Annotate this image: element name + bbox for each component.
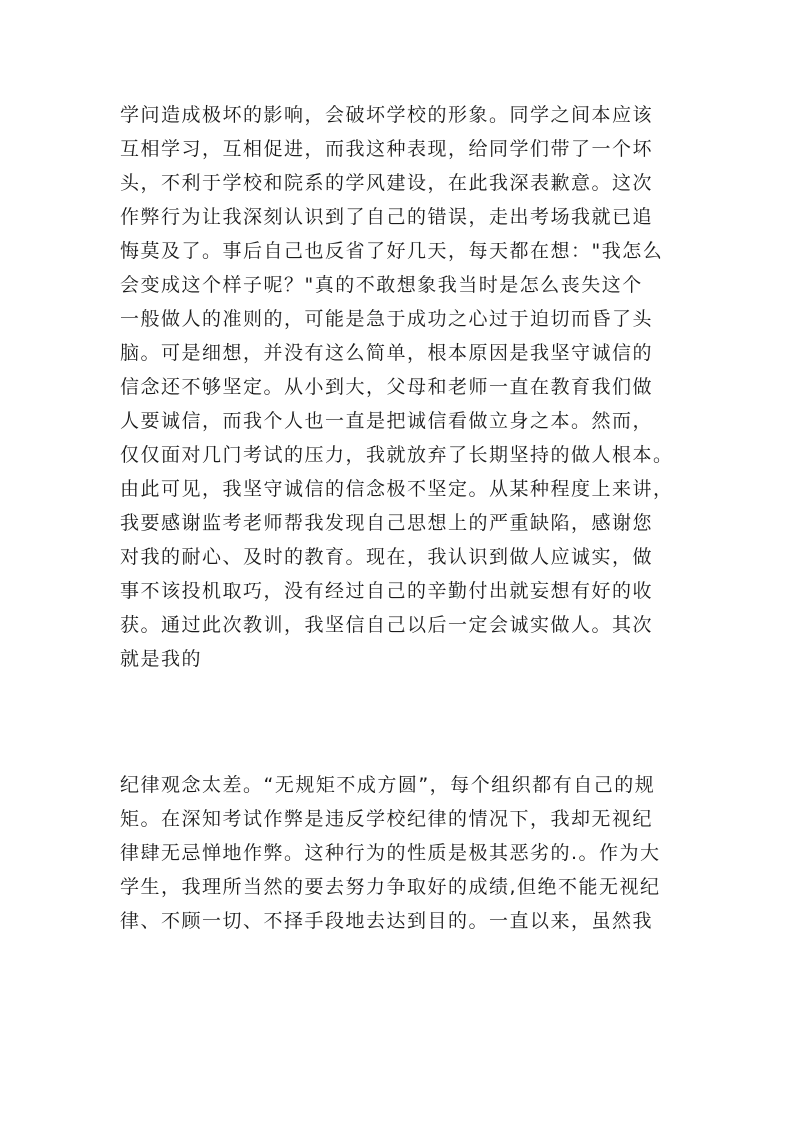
text-line: 学生，我理所当然的要去努力争取好的成绩,但绝不能无视纪 (120, 876, 661, 898)
text-line: 我要感谢监考老师帮我发现自己思想上的严重缺陷，感谢您 (120, 512, 654, 534)
text-line: 就是我的 (120, 648, 203, 670)
text-line: 律肆无忌惮地作弊。这种行为的性质是极其恶劣的.。作为大 (120, 842, 661, 864)
text-line: 矩。在深知考试作弊是违反学校纪律的情况下，我却无视纪 (120, 808, 654, 830)
text-line: 互相学习，互相促进，而我这种表现，给同学们带了一个坏 (120, 138, 654, 160)
text-line: 一般做人的准则的，可能是急于成功之心过于迫切而昏了头 (120, 308, 654, 330)
text-line: 学问造成极坏的影响，会破坏学校的形象。同学之间本应该 (120, 104, 654, 126)
text-line: 由此可见，我坚守诚信的信念极不坚定。从某种程度上来讲， (120, 478, 674, 500)
text-line: 悔莫及了。事后自己也反省了好几天，每天都在想："我怎么 (120, 240, 664, 262)
text-line: 获。通过此次教训，我坚信自己以后一定会诚实做人。其次 (120, 614, 654, 636)
text-line: 仅仅面对几门考试的压力，我就放弃了长期坚持的做人根本。 (120, 444, 674, 466)
text-line: 事不该投机取巧，没有经过自己的辛勤付出就妄想有好的收 (120, 580, 654, 602)
text-line: 对我的耐心、及时的教育。现在，我认识到做人应诚实，做 (120, 546, 654, 568)
text-line: 作弊行为让我深刻认识到了自己的错误，走出考场我就已追 (120, 206, 654, 228)
text-line: 脑。可是细想，并没有这么简单，根本原因是我坚守诚信的 (120, 342, 654, 364)
text-line: 信念还不够坚定。从小到大，父母和老师一直在教育我们做 (120, 376, 654, 398)
body-paragraph-1 (120, 98, 690, 676)
text-line: 会变成这个样子呢？"真的不敢想象我当时是怎么丧失这个 (120, 274, 643, 296)
text-line: 头，不利于学校和院系的学风建设，在此我深表歉意。这次 (120, 172, 654, 194)
text-line: 纪律观念太差。“无规矩不成方圆”，每个组织都有自己的规 (120, 774, 656, 796)
text-line: 律、不顾一切、不择手段地去达到目的。一直以来，虽然我 (120, 910, 654, 932)
text-line: 人要诚信，而我个人也一直是把诚信看做立身之本。然而， (120, 410, 654, 432)
body-paragraph-2 (120, 768, 690, 938)
